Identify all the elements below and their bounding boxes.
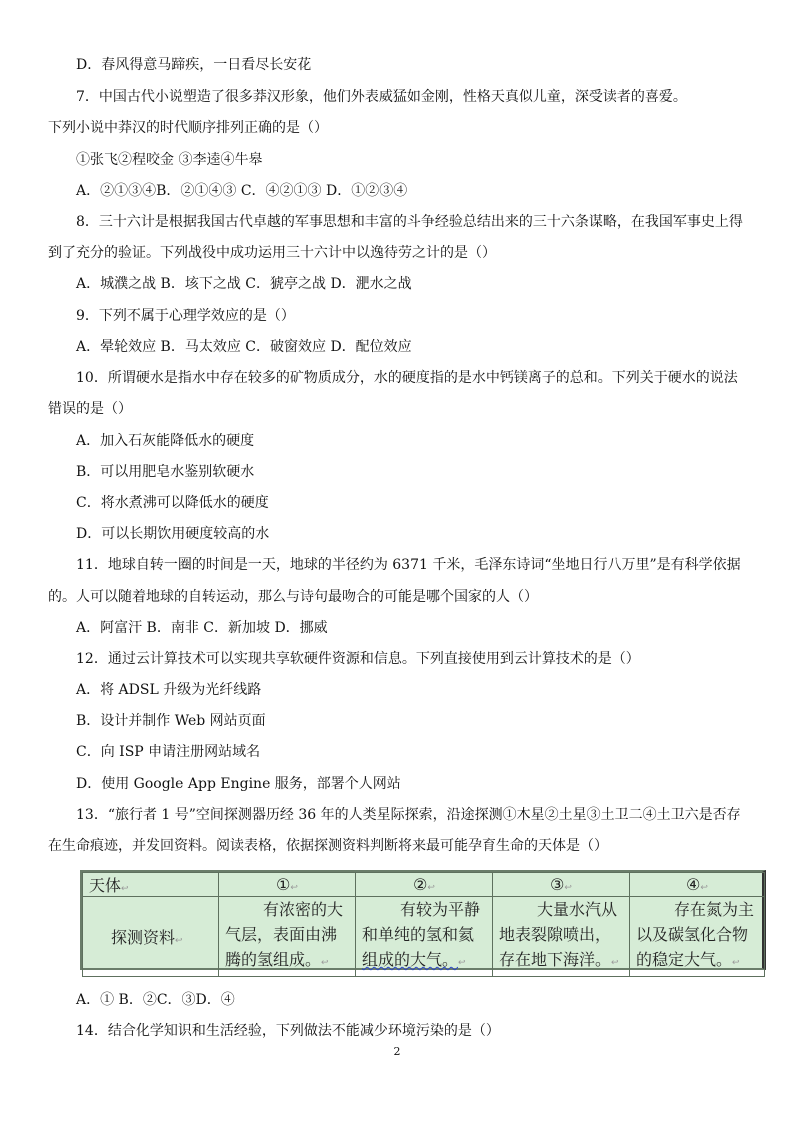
table-header-1: ①↩ bbox=[219, 873, 356, 897]
q7-items: ①张飞②程咬金 ③李逵④牛皋 bbox=[76, 152, 263, 168]
q11-stem: 11．地球自转一圈的时间是一天，地球的半径约为 6371 千米，毛泽东诗词“坐地日行八万里”是有科学依据 bbox=[76, 557, 741, 573]
q12-stem: 12．通过云计算技术可以实现共享软硬件资源和信息。下列直接使用到云计算技术的是（） bbox=[76, 651, 640, 667]
q10-option-d: D．可以长期饮用硬度较高的水 bbox=[76, 526, 270, 542]
q10-stem: 10．所谓硬水是指水中存在较多的矿物质成分，水的硬度指的是水中钙镁离子的总和。下列关于硬水的说法 bbox=[76, 370, 738, 386]
table-header-4: ④↩ bbox=[630, 873, 765, 897]
q13-stem: 13．“旅行者 1 号”空间探测器历经 36 年的人类星际探索，沿途探测①木星②土星③土卫二④土卫六是否存 bbox=[76, 807, 741, 823]
table-cell-4: 存在氮为主 以及碳氢化合物 的稳定大气。↩ bbox=[630, 897, 765, 977]
q8-options: A．城濮之战 B．垓下之战 C．猇亭之战 D．淝水之战 bbox=[76, 276, 412, 292]
q11-stem-cont: 的。人可以随着地球的自转运动，那么与诗句最吻合的可能是哪个国家的人（） bbox=[48, 589, 538, 605]
q10-option-c: C．将水煮沸可以降低水的硬度 bbox=[76, 495, 269, 511]
q7-stem: 7．中国古代小说塑造了很多莽汉形象，他们外表威猛如金刚，性格天真似儿童，深受读者的喜爱。 bbox=[76, 89, 687, 105]
q12-option-a: A．将 ADSL 升级为光纤线路 bbox=[76, 682, 262, 698]
q13-stem-cont: 在生命痕迹，并发回资料。阅读表格，依据探测资料判断将来最可能孕育生命的天体是（） bbox=[48, 838, 608, 854]
q11-options: A．阿富汗 B．南非 C．新加坡 D．挪威 bbox=[76, 620, 328, 636]
q7-options: A．②①③④B．②①④③ C．④②①③ D．①②③④ bbox=[76, 183, 408, 199]
page-number: 2 bbox=[393, 1045, 401, 1058]
q12-option-b: B．设计并制作 Web 网站页面 bbox=[76, 713, 266, 729]
probe-data-table bbox=[80, 870, 766, 970]
q10-option-b: B．可以用肥皂水鉴别软硬水 bbox=[76, 464, 255, 480]
q10-option-a: A．加入石灰能降低水的硬度 bbox=[76, 433, 255, 449]
table-row bbox=[83, 897, 765, 977]
table-row-label: 探测资料↩ bbox=[83, 897, 219, 977]
table-header-3: ③↩ bbox=[493, 873, 630, 897]
q8-stem: 8．三十六计是根据我国古代卓越的军事思想和丰富的斗争经验总结出来的三十六条谋略，在我国军事史上得 bbox=[76, 214, 743, 230]
table-cell-2: 有较为平静 和单纯的氢和氦 组成的大气。↩ bbox=[356, 897, 493, 977]
table-cell-3: 大量水汽从 地表裂隙喷出， 存在地下海洋。↩ bbox=[493, 897, 630, 977]
table-header-2: ②↩ bbox=[356, 873, 493, 897]
q9-options: A．晕轮效应 B．马太效应 C．破窗效应 D．配位效应 bbox=[76, 339, 412, 355]
q12-option-c: C．向 ISP 申请注册网站域名 bbox=[76, 744, 261, 760]
q9-stem: 9．下列不属于心理学效应的是（） bbox=[76, 308, 295, 324]
q7-stem-cont: 下列小说中莽汉的时代顺序排列正确的是（） bbox=[48, 120, 328, 136]
table-header-label: 天体↩ bbox=[83, 873, 219, 897]
q12-option-d: D．使用 Google App Engine 服务，部署个人网站 bbox=[76, 776, 401, 792]
table-header-row bbox=[83, 873, 765, 897]
q14-stem: 14．结合化学知识和生活经验，下列做法不能减少环境污染的是（） bbox=[76, 1023, 500, 1039]
table-cell-1: 有浓密的大 气层，表面由沸 腾的氢组成。↩ bbox=[219, 897, 356, 977]
q13-options: A．① B．②C．③D．④ bbox=[76, 992, 235, 1008]
q6-option-d: D．春风得意马蹄疾，一日看尽长安花 bbox=[76, 57, 312, 73]
q10-stem-cont: 错误的是（） bbox=[48, 401, 132, 417]
q8-stem-cont: 到了充分的验证。下列战役中成功运用三十六计中以逸待劳之计的是（） bbox=[48, 245, 496, 261]
